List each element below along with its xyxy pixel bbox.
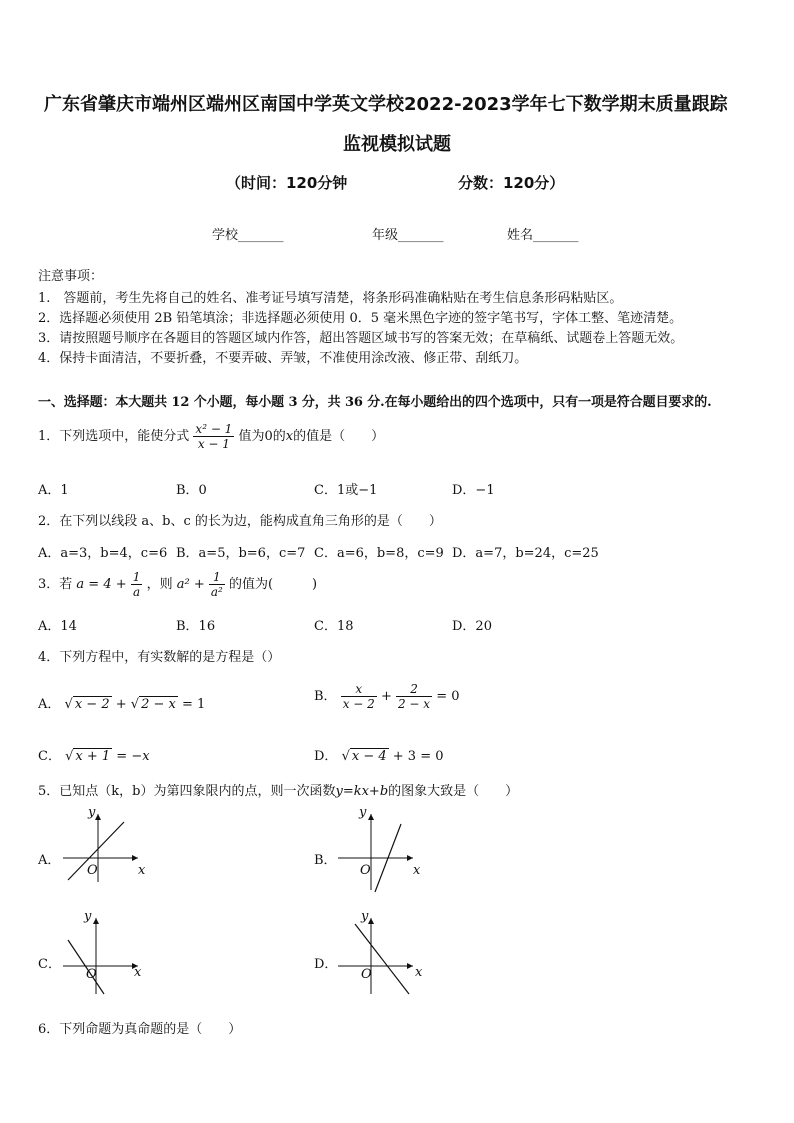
exam-title-line1: 广东省肇庆市端州区端州区南国中学英文学校2022-2023学年七下数学期末质量跟踪	[44, 94, 728, 115]
question-4-stem: 4．下列方程中，有实数解的是方程是（）	[38, 650, 281, 665]
svg-text:x: x	[138, 863, 146, 878]
school-label: 学校	[212, 228, 239, 243]
q2-option-c: C．a=6，b=8，c=9	[314, 546, 444, 561]
question-3-stem: 3．若 a = 4 + $\frac{1}{a}$ ，则 a² + $\frac{1}{\text{a²}}$ 的值为( )	[38, 570, 318, 599]
svg-text:x: x	[413, 863, 421, 878]
svg-text:y: y	[84, 910, 92, 924]
q2-option-d: D．a=7，b=24，c=25	[452, 546, 599, 561]
svg-text:O: O	[361, 967, 372, 982]
q2-option-b: B．a=5，b=6，c=7	[176, 546, 306, 561]
question-1-stem: 1．下列选项中，能使分式 $\frac{\text{x² − 1}}{x - 1}$ 值为0的x的值是（ ）	[38, 422, 385, 451]
svg-text:y: y	[88, 806, 96, 820]
q3-option-b: B．16	[176, 619, 216, 634]
q5-graph-a	[58, 806, 158, 886]
time-limit: （时间：120分钟	[226, 174, 348, 192]
q3-option-d: D．20	[452, 619, 492, 634]
q1-fraction: $\frac{\text{x² − 1}}{x - 1}$	[195, 422, 233, 451]
q3-fraction-1: $\frac{1}{a}$	[132, 570, 141, 599]
svg-text:O: O	[86, 967, 97, 982]
question-6-stem: 6．下列命题为真命题的是（ ）	[38, 1022, 242, 1037]
name-blank: _______	[533, 228, 579, 243]
q4-option-a: A． √ x − 2 + √ 2 − x = 1	[38, 697, 206, 712]
q4-option-b: B． $\frac{x}{x - 2}$ + $\frac{2}{2 - x}$ = 0	[314, 682, 460, 711]
svg-text:y: y	[359, 806, 367, 820]
q4b-fraction-1: $\frac{x}{x - 2}$	[342, 682, 375, 711]
q3-fraction-2: $\frac{1}{\text{a²}}$	[210, 570, 223, 599]
school-blank: _______	[238, 228, 284, 243]
q5-option-a-label: A．	[38, 853, 61, 868]
notice-item-3: 3．请按照题号顺序在各题目的答题区域内作答，超出答题区域书写的答案无效；在草稿纸、试题卷上答题无效。	[38, 331, 684, 346]
q5-graph-c	[58, 910, 158, 1000]
q1-option-c: C．1或−1	[314, 483, 378, 498]
q3-option-a: A．14	[38, 619, 77, 634]
q5-option-c-label: C．	[38, 957, 61, 972]
q5-graph-b	[333, 806, 433, 896]
section-heading: 一、选择题：本大题共 12 个小题，每小题 3 分，共 36 分.在每小题给出的四个选项中，只有一项是符合题目要求的.	[38, 395, 712, 410]
q3-option-c: C．18	[314, 619, 354, 634]
notice-item-2: 2．选择题必须使用 2B 铅笔填涂；非选择题必须使用 0．5 毫米黑色字迹的签字笔书写，字体工整、笔迹清楚。	[38, 311, 683, 326]
svg-text:O: O	[360, 863, 371, 878]
q5-option-d-label: D．	[314, 957, 338, 972]
q2-option-a: A．a=3，b=4，c=6	[38, 546, 168, 561]
exam-title-line2: 监视模拟试题	[343, 134, 451, 155]
q4-option-d: D． √ x − 4 + 3 = 0	[314, 749, 444, 764]
q5-graph-d	[333, 910, 433, 1000]
q4b-fraction-2: $\frac{2}{2 - x}$	[397, 682, 431, 711]
notice-item-4: 4．保持卡面清洁，不要折叠，不要弄破、弄皱，不准使用涂改液、修正带、刮纸刀。	[38, 351, 528, 366]
q1-option-b: B．0	[176, 483, 207, 498]
q1-option-a: A．1	[38, 483, 69, 498]
svg-text:x: x	[415, 965, 423, 980]
notice-item-1: 1. 答题前，考生先将自己的姓名、准考证号填写清楚，将条形码准确粘贴在考生信息条形码粘贴区。	[38, 291, 623, 306]
grade-label: 年级	[372, 228, 399, 243]
q5-option-b-label: B．	[314, 853, 337, 868]
svg-text:y: y	[361, 910, 369, 924]
notice-heading: 注意事项：	[38, 269, 104, 284]
q1-option-d: D．−1	[452, 483, 495, 498]
question-5-stem: 5．已知点（k，b）为第四象限内的点，则一次函数y=kx+b的图象大致是（ ）	[38, 784, 519, 799]
grade-field	[372, 224, 444, 243]
name-label: 姓名	[507, 228, 534, 243]
question-2-stem: 2．在下列以线段 a、b、c 的长为边，能构成直角三角形的是（ ）	[38, 514, 442, 529]
svg-text:x: x	[134, 965, 142, 980]
grade-blank: _______	[398, 228, 444, 243]
total-score: 分数：120分）	[458, 174, 565, 192]
q4-option-c: C． √ x + 1 = −x	[38, 749, 150, 764]
school-field	[212, 224, 284, 243]
name-field	[507, 224, 579, 243]
svg-text:O: O	[87, 863, 98, 878]
